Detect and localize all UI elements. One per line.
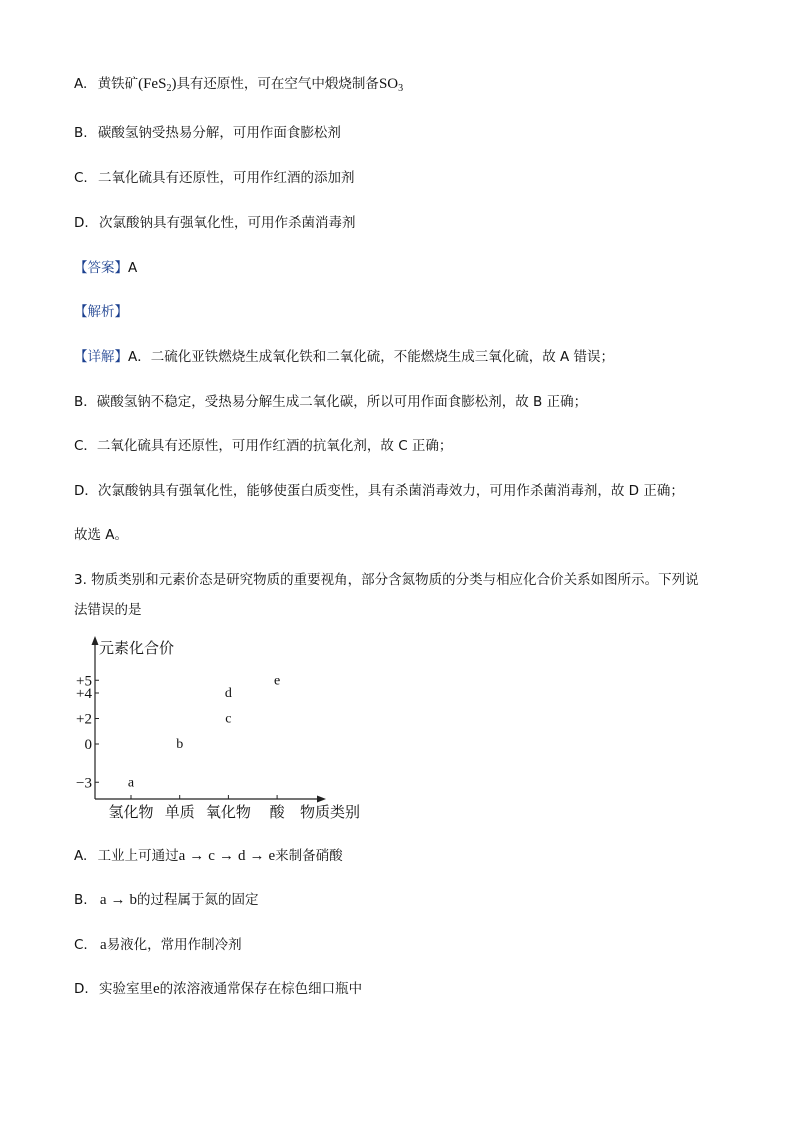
q3-stem-line-1 bbox=[74, 568, 699, 588]
q3-stem-line-2 bbox=[74, 598, 142, 618]
q2-option-b bbox=[74, 121, 341, 141]
q2-option-a bbox=[74, 72, 403, 94]
option-label: C. bbox=[74, 170, 88, 186]
detail-text: B．碳酸氢钠不稳定，受热易分解生成二氧化碳，所以可用作面食膨松剂，故 B 正确； bbox=[74, 394, 588, 410]
stem-text: 3. 物质类别和元素价态是研究物质的重要视角，部分含氮物质的分类与相应化合价关系如图所示。下列说 bbox=[74, 572, 699, 588]
option-text: 实验室里 bbox=[98, 981, 153, 997]
y-axis-label: 元素化合价 bbox=[99, 641, 175, 657]
conversion-chain bbox=[179, 848, 276, 864]
x-axis-label: 物质类别 bbox=[300, 805, 361, 821]
detail-conclusion bbox=[74, 523, 128, 543]
q2-option-c bbox=[74, 166, 355, 186]
option-label: B. bbox=[74, 892, 88, 908]
q3-option-d bbox=[74, 977, 362, 998]
arrow-icon: → bbox=[110, 892, 126, 908]
option-text: 次氯酸钠具有强氧化性，可用作杀菌消毒剂 bbox=[98, 215, 356, 231]
q3-option-a bbox=[74, 844, 343, 865]
arrow-icon: → bbox=[249, 848, 265, 864]
formula-fes2: (FeS$_2$) bbox=[138, 76, 177, 94]
chain-item: a bbox=[99, 892, 107, 908]
y-tick-label: +5 bbox=[76, 673, 92, 690]
option-text: 易液化，常用作制冷剂 bbox=[106, 937, 242, 953]
detail-line-c bbox=[74, 434, 452, 454]
chain-item: d bbox=[237, 848, 246, 864]
answer-tag: 【答案】 bbox=[74, 260, 128, 276]
q2-option-d bbox=[74, 211, 355, 231]
chain-item: c bbox=[208, 848, 215, 864]
x-tick-label: 氧化物 bbox=[205, 805, 251, 821]
chain-item: e bbox=[268, 848, 276, 864]
formula-subscript: 2 bbox=[166, 83, 172, 94]
option-label: C. bbox=[74, 937, 88, 953]
y-tick-label: +4 bbox=[76, 686, 92, 702]
option-text: 黄铁矿 bbox=[97, 76, 139, 92]
detail-tag: 【详解】 bbox=[74, 349, 128, 365]
conversion bbox=[100, 892, 137, 908]
variable: a bbox=[100, 937, 107, 953]
option-label: B. bbox=[74, 125, 88, 141]
detail-line-d bbox=[74, 479, 684, 499]
answer-value: A bbox=[128, 260, 138, 276]
y-axis-arrow bbox=[92, 636, 99, 645]
y-tick-label: 0 bbox=[84, 737, 92, 753]
option-text-2: 的浓溶液通常保存在棕色细口瓶中 bbox=[159, 981, 363, 997]
arrow-icon: → bbox=[189, 848, 205, 864]
option-text: 二氧化硫具有还原性，可用作红酒的添加剂 bbox=[98, 170, 355, 186]
answer-line bbox=[74, 256, 137, 276]
formula-base: SO bbox=[378, 76, 399, 92]
point-label: e bbox=[273, 673, 281, 689]
formula-so3 bbox=[379, 76, 403, 92]
detail-line-a bbox=[74, 345, 614, 365]
arrow-icon: → bbox=[218, 848, 234, 864]
detail-text: D．次氯酸钠具有强氧化性，能够使蛋白质变性，具有杀菌消毒效力，可用作杀菌消毒剂，故 D 正确； bbox=[74, 483, 684, 499]
point-label: b bbox=[176, 737, 184, 752]
option-text: 工业上可通过 bbox=[97, 848, 179, 864]
x-tick-label: 氢化物 bbox=[108, 805, 154, 821]
q3-option-c bbox=[74, 933, 242, 954]
option-label: A. bbox=[74, 848, 88, 864]
option-text-2: 来制备硝酸 bbox=[275, 848, 343, 864]
x-axis-arrow bbox=[317, 796, 326, 803]
detail-text: 故选 A。 bbox=[74, 527, 129, 543]
point-label: d bbox=[224, 686, 232, 701]
analysis-tag: 【解析】 bbox=[74, 304, 128, 320]
y-tick-label: +2 bbox=[76, 711, 92, 728]
option-label: A. bbox=[74, 76, 88, 92]
detail-text: A．二硫化亚铁燃烧生成氧化铁和二氧化硫，不能燃烧生成三氧化硫，故 A 错误； bbox=[128, 349, 615, 365]
point-label: a bbox=[127, 775, 135, 791]
x-tick-label: 单质 bbox=[164, 805, 195, 821]
formula-subscript: 3 bbox=[398, 83, 404, 94]
valence-category-chart bbox=[74, 632, 374, 827]
option-text: 的过程属于氮的固定 bbox=[137, 892, 259, 908]
q3-option-b bbox=[74, 888, 259, 909]
variable: e bbox=[152, 981, 160, 997]
x-tick-label: 酸 bbox=[269, 805, 285, 821]
y-tick-label: −3 bbox=[76, 775, 92, 792]
chain-item: a bbox=[178, 848, 186, 864]
option-text-2: 具有还原性，可在空气中煅烧制备 bbox=[176, 76, 379, 92]
option-label: D. bbox=[74, 981, 89, 997]
option-text: 碳酸氢钠受热易分解，可用作面食膨松剂 bbox=[97, 125, 341, 141]
point-label: c bbox=[225, 711, 232, 727]
detail-text: C．二氧化硫具有还原性，可用作红酒的抗氧化剂，故 C 正确； bbox=[74, 438, 453, 454]
formula-base: FeS bbox=[143, 76, 167, 92]
analysis-line bbox=[74, 300, 128, 320]
detail-line-b bbox=[74, 390, 587, 410]
chain-item: b bbox=[129, 892, 138, 908]
stem-text: 法错误的是 bbox=[74, 602, 142, 618]
option-label: D. bbox=[74, 215, 89, 231]
